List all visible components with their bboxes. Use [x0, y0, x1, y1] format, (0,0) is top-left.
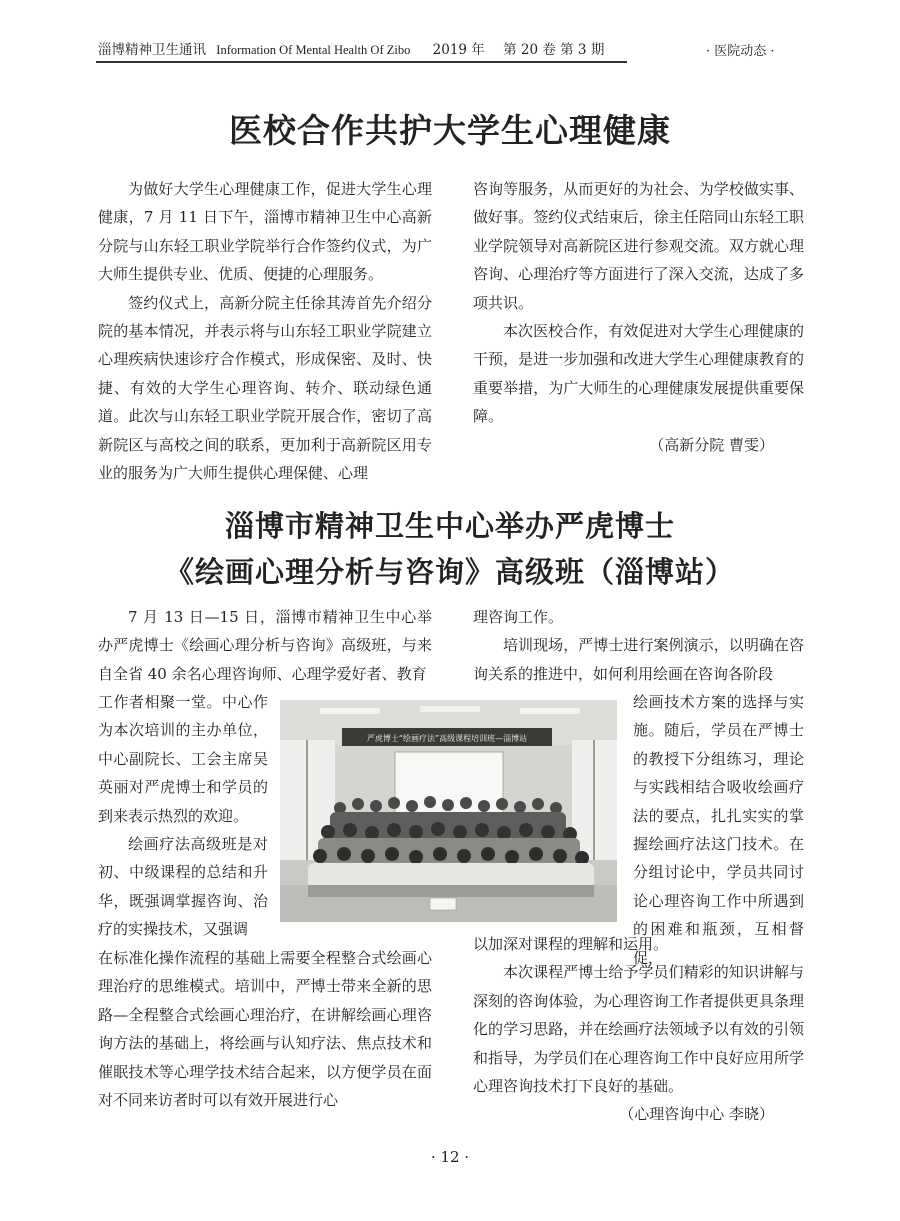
- article1-paragraph: 本次医校合作，有效促进对大学生心理健康的干预，是进一步加强和改进大学生心理健康教育的重要举措，为广大师生的心理健康发展提供重要保障。: [473, 322, 804, 426]
- article2-title-line1: 淄博市精神卫生中心举办严虎博士: [224, 509, 675, 543]
- header-rule: [96, 61, 627, 63]
- article2-paragraph: [98, 603, 432, 688]
- article2-signature: （心理咨询中心 李晓）: [619, 1105, 774, 1124]
- article2-title-line2: 《绘画心理分析与咨询》高级班（淄博站）: [164, 555, 735, 589]
- photo-banner-text: 严虎博士“绘画疗法”高级课程培训班—淄博站: [366, 734, 528, 743]
- article2-text: 理咨询工作。: [473, 608, 564, 626]
- article2-text: 7 月 13 日—15 日，淄博市精神卫生中心举办严虎博士《绘画心理分析与咨询》高级班，与来自全省 40 余名心理咨询师、心理学爱好者、教育: [98, 608, 432, 683]
- article2-narrow-text: [98, 688, 268, 944]
- journal-title-cn: 淄博精神卫生通讯: [98, 42, 206, 58]
- article2-paragraph: [473, 930, 804, 1129]
- article1-left-column: [98, 175, 432, 487]
- article1-paragraph: 咨询等服务，从而更好的为社会、为学校做实事、做好事。签约仪式结束后，徐主任陪同山东轻工职业学院领导对高新院区进行参观交流。双方就心理咨询、心理治疗等方面进行了深入交流，达成了多项共识。: [473, 180, 804, 312]
- article1-signature: （高新分院 曹雯）: [649, 435, 774, 454]
- article2-text: 工作者相聚一堂。中心作为本次培训的主办单位，中心副院长、工会主席吴英丽对严虎博士和学员的到来表示热烈的欢迎。: [98, 693, 268, 825]
- article1-title: 医校合作共护大学生心理健康: [229, 111, 671, 150]
- article1-right-column: [473, 175, 804, 459]
- article2-text: 绘画技术方案的选择与实施。随后，学员在严博士的教授下分组练习，理论与实践相结合吸收绘画疗法的要点，扎扎实实的掌握绘画疗法这门技术。在分组讨论中，学员共同讨论心理咨询工作中所遇到的困难和瓶颈，互相督促，: [633, 693, 804, 967]
- journal-volume: 第 20 卷 第 3 期: [503, 42, 605, 58]
- running-header: [98, 38, 638, 58]
- journal-title-en: Information Of Mental Health Of Zibo: [216, 43, 411, 57]
- article2-text: 在标准化操作流程的基础上需要全程整合式绘画心理治疗的思维模式。培训中，严博士带来全新的思路—全程整合式绘画心理治疗，在讲解绘画心理咨询方法的基础上，将绘画与认知疗法、焦点技术和催眠技术等心理学技术结合起来，以方便学员在面对不同来访者时可以有效开展进行心: [98, 949, 432, 1110]
- article1-paragraph: 为做好大学生心理健康工作，促进大学生心理健康，7 月 11 日下午，淄博市精神卫生中心高新分院与山东轻工职业学院举行合作签约仪式，为广大师生提供专业、优质、便捷的心理服务。: [98, 180, 432, 284]
- article1-paragraph: 签约仪式上，高新分院主任徐其涛首先介绍分院的基本情况，并表示将与山东轻工职业学院建立心理疾病快速诊疗合作模式，形成保密、及时、快捷、有效的大学生心理咨询、转介、联动绿色通道。此次与山东轻工职业学院开展合作，密切了高新院区与高校之间的联系，更加利于高新院区用专业的服务为广大师生提供心理保健、心理: [98, 293, 432, 483]
- article2-text: 绘画疗法高级班是对初、中级课程的总结和升华，既强调掌握咨询、治疗的实操技术，又强调: [98, 835, 268, 939]
- article2-text: 以加深对课程的理解和运用。: [473, 935, 669, 953]
- article2-paragraph: [98, 944, 432, 1114]
- article2-text: 本次课程严博士给予学员们精彩的知识讲解与深刻的咨询体验，为心理咨询工作者提供更具条理化的学习思路，并在绘画疗法领域予以有效的引领和指导，为学员们在心理咨询工作中良好应用所学心理咨询技术打下良好的基础。: [473, 963, 804, 1096]
- group-photo: [280, 700, 617, 922]
- article2-paragraph: [473, 603, 804, 688]
- article2-text: 培训现场，严博士进行案例演示，以明确在咨询关系的推进中，如何利用绘画在咨询各阶段: [473, 636, 804, 683]
- page-number: · 12 ·: [430, 1148, 470, 1166]
- section-tag: · 医院动态 ·: [706, 44, 775, 59]
- journal-year: 2019 年: [432, 42, 485, 58]
